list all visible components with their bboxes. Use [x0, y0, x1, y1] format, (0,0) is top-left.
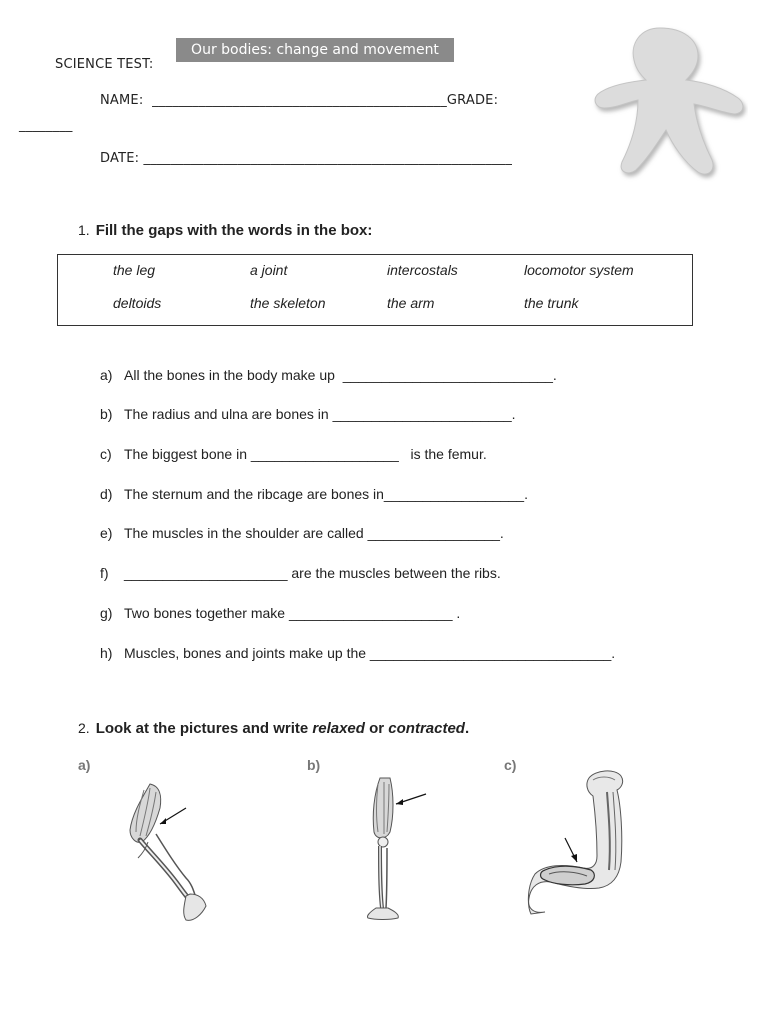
- test-label: SCIENCE TEST:: [55, 57, 154, 72]
- person-cutout-illustration: [588, 22, 748, 182]
- picture-label-b: b): [307, 757, 321, 773]
- word-bank-item: locomotor system: [524, 262, 634, 278]
- sentence-label: e): [100, 525, 113, 541]
- word-box: [57, 254, 693, 326]
- picture-label-c: c): [504, 757, 517, 773]
- word-bank-item: the skeleton: [250, 295, 326, 311]
- flexed-arm-muscle-illustration: [525, 766, 645, 916]
- question-2-text-or: or: [364, 720, 389, 737]
- question-2-number: 2.: [78, 720, 90, 736]
- sentence-text: All the bones in the body make up ___________________________.: [124, 367, 557, 383]
- sentence-text: The radius and ulna are bones in _______________________.: [124, 406, 516, 422]
- question-2-text-end: .: [464, 720, 470, 737]
- sentence-text: Muscles, bones and joints make up the _______________________________.: [124, 645, 616, 661]
- word-bank-item: the arm: [387, 295, 435, 311]
- fill-gap-sentence[interactable]: [100, 525, 504, 541]
- word-bank-item: the leg: [113, 262, 156, 278]
- date-field-line[interactable]: DATE: _______________________________________________________: [100, 151, 513, 166]
- bent-leg-muscle-illustration: [120, 778, 220, 926]
- sentence-text: The muscles in the shoulder are called _________________.: [124, 525, 504, 541]
- sentence-label: b): [100, 406, 113, 422]
- fill-gap-sentence[interactable]: [100, 446, 487, 462]
- question-1-number: 1.: [78, 222, 90, 238]
- grade-field-continuation[interactable]: ________: [19, 118, 73, 133]
- question-1-text: Fill the gaps with the words in the box:: [95, 222, 373, 239]
- fill-gap-sentence[interactable]: [100, 565, 501, 581]
- fill-gap-sentence[interactable]: [100, 367, 557, 383]
- fill-gap-sentence[interactable]: [100, 486, 528, 502]
- sentence-text: Two bones together make _____________________ .: [124, 605, 461, 621]
- word-bank-item: a joint: [250, 262, 288, 278]
- word-bank-item: the trunk: [524, 295, 579, 311]
- sentence-text: _____________________ are the muscles between the ribs.: [124, 565, 501, 581]
- question-2-word-relaxed: relaxed: [312, 720, 365, 737]
- sentence-label: g): [100, 605, 113, 621]
- fill-gap-sentence[interactable]: [100, 605, 460, 621]
- sentence-label: d): [100, 486, 113, 502]
- fill-gap-sentence[interactable]: [100, 406, 516, 422]
- sentence-label: f): [100, 565, 109, 581]
- sentence-label: a): [100, 367, 113, 383]
- sentence-text: The sternum and the ribcage are bones in__________________.: [124, 486, 528, 502]
- sentence-label: h): [100, 645, 113, 661]
- picture-label-a: a): [78, 757, 91, 773]
- question-2-word-contracted: contracted: [388, 720, 465, 737]
- page-title-banner: Our bodies: change and movement: [176, 38, 454, 62]
- question-2-heading: [78, 720, 469, 737]
- name-field-line[interactable]: NAME: ____________________________________________GRADE:: [100, 93, 499, 108]
- sentence-label: c): [100, 446, 112, 462]
- question-1-heading: [78, 222, 372, 239]
- question-2-text: Look at the pictures and write: [95, 720, 313, 737]
- straight-leg-muscle-illustration: [356, 774, 436, 922]
- word-bank-item: intercostals: [387, 262, 458, 278]
- sentence-text: The biggest bone in ___________________ is the femur.: [124, 446, 487, 462]
- word-bank-item: deltoids: [113, 295, 162, 311]
- fill-gap-sentence[interactable]: [100, 645, 615, 661]
